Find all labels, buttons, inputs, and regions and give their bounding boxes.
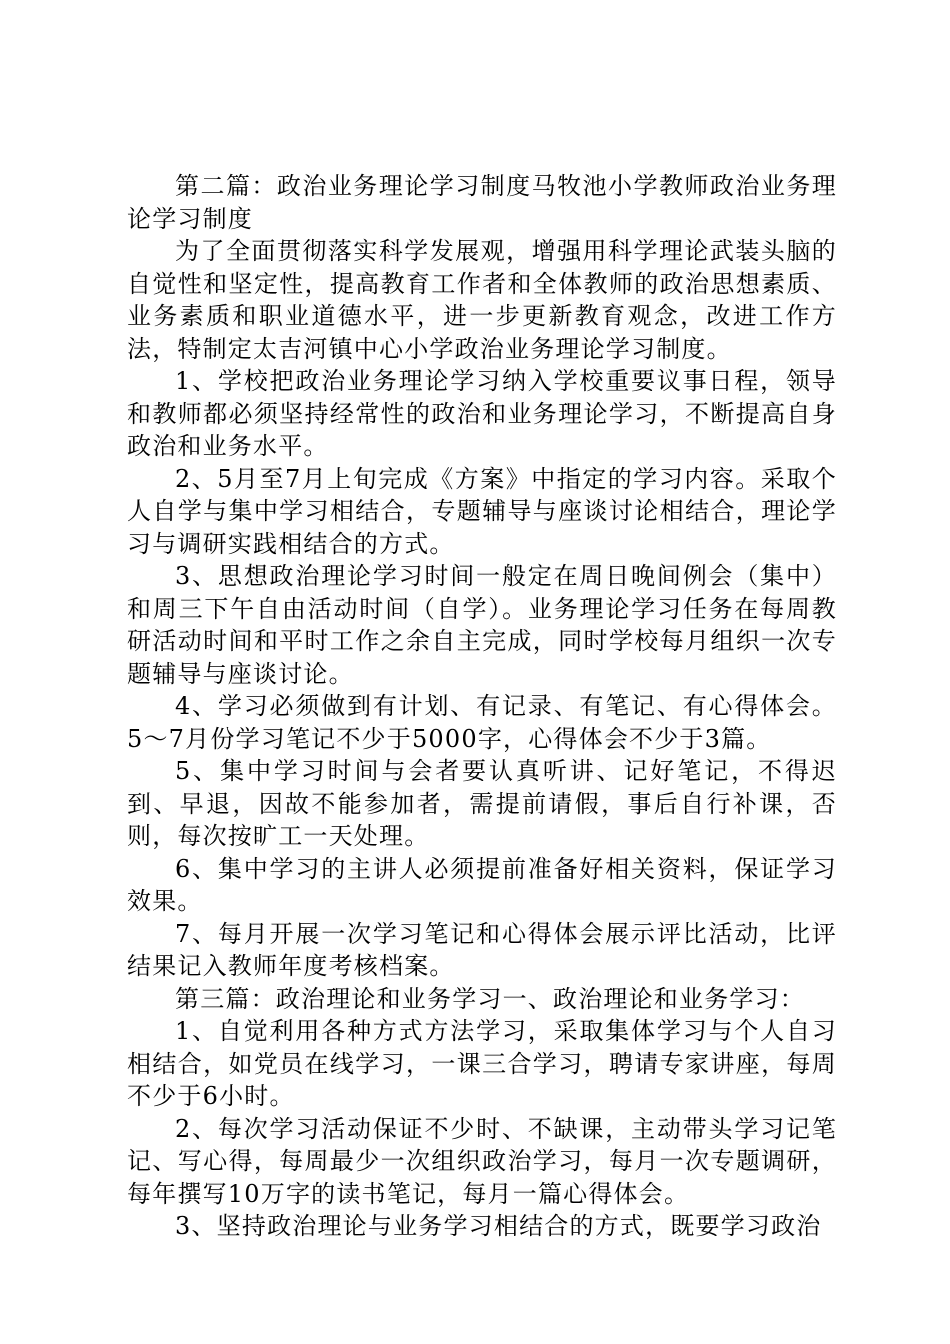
- study-item-2: 2、每次学习活动保证不少时、不缺课，主动带头学习记笔记、写心得，每周最少一次组织政治学习，每月一次专题调研，每年撰写10万字的读书笔记，每月一篇心得体会。: [127, 1114, 837, 1208]
- rule-item-2: 2、5月至7月上旬完成《方案》中指定的学习内容。采取个人自学与集中学习相结合，专题辅导与座谈讨论相结合，理论学习与调研实践相结合的方式。: [127, 464, 837, 558]
- rule-item-7: 7、每月开展一次学习笔记和心得体会展示评比活动，比评结果记入教师年度考核档案。: [127, 919, 837, 980]
- document-body: [127, 170, 837, 1243]
- rule-item-5: 5、集中学习时间与会者要认真听讲、记好笔记，不得迟到、早退，因故不能参加者，需提前请假，事后自行补课，否则，每次按旷工一天处理。: [127, 757, 837, 850]
- study-item-3: 3、坚持政治理论与业务学习相结合的方式，既要学习政治: [175, 1212, 822, 1240]
- intro-paragraph: 为了全面贯彻落实科学发展观，增强用科学理论武装头脑的自觉性和坚定性，提高教育工作者和全体教师的政治思想素质、业务素质和职业道德水平，进一步更新教育观念，改进工作方法，特制定太吉河镇中心小学政治业务理论学习制度。: [127, 237, 837, 363]
- rule-item-4: 4、学习必须做到有计划、有记录、有笔记、有心得体会。5～7月份学习笔记不少于5000字，心得体会不少于3篇。: [127, 692, 837, 753]
- rule-item-3: 3、思想政治理论学习时间一般定在周日晚间例会（集中）和周三下午自由活动时间（自学）。业务理论学习任务在每周教研活动时间和平时工作之余自主完成，同时学校每月组织一次专题辅导与座谈讨论。: [127, 562, 837, 688]
- heading-part-two: 第二篇：政治业务理论学习制度马牧池小学教师政治业务理论学习制度: [127, 172, 837, 233]
- heading-part-three: 第三篇：政治理论和业务学习一、政治理论和业务学习：: [175, 984, 805, 1013]
- rule-item-1: 1、学校把政治业务理论学习纳入学校重要议事日程，领导和教师都必须坚持经常性的政治和业务理论学习，不断提高自身政治和业务水平。: [127, 367, 837, 460]
- rule-item-6: 6、集中学习的主讲人必须提前准备好相关资料，保证学习效果。: [127, 854, 837, 915]
- study-item-1: 1、自觉利用各种方式方法学习，采取集体学习与个人自习相结合，如党员在线学习，一课三合学习，聘请专家讲座，每周不少于6小时。: [127, 1017, 837, 1110]
